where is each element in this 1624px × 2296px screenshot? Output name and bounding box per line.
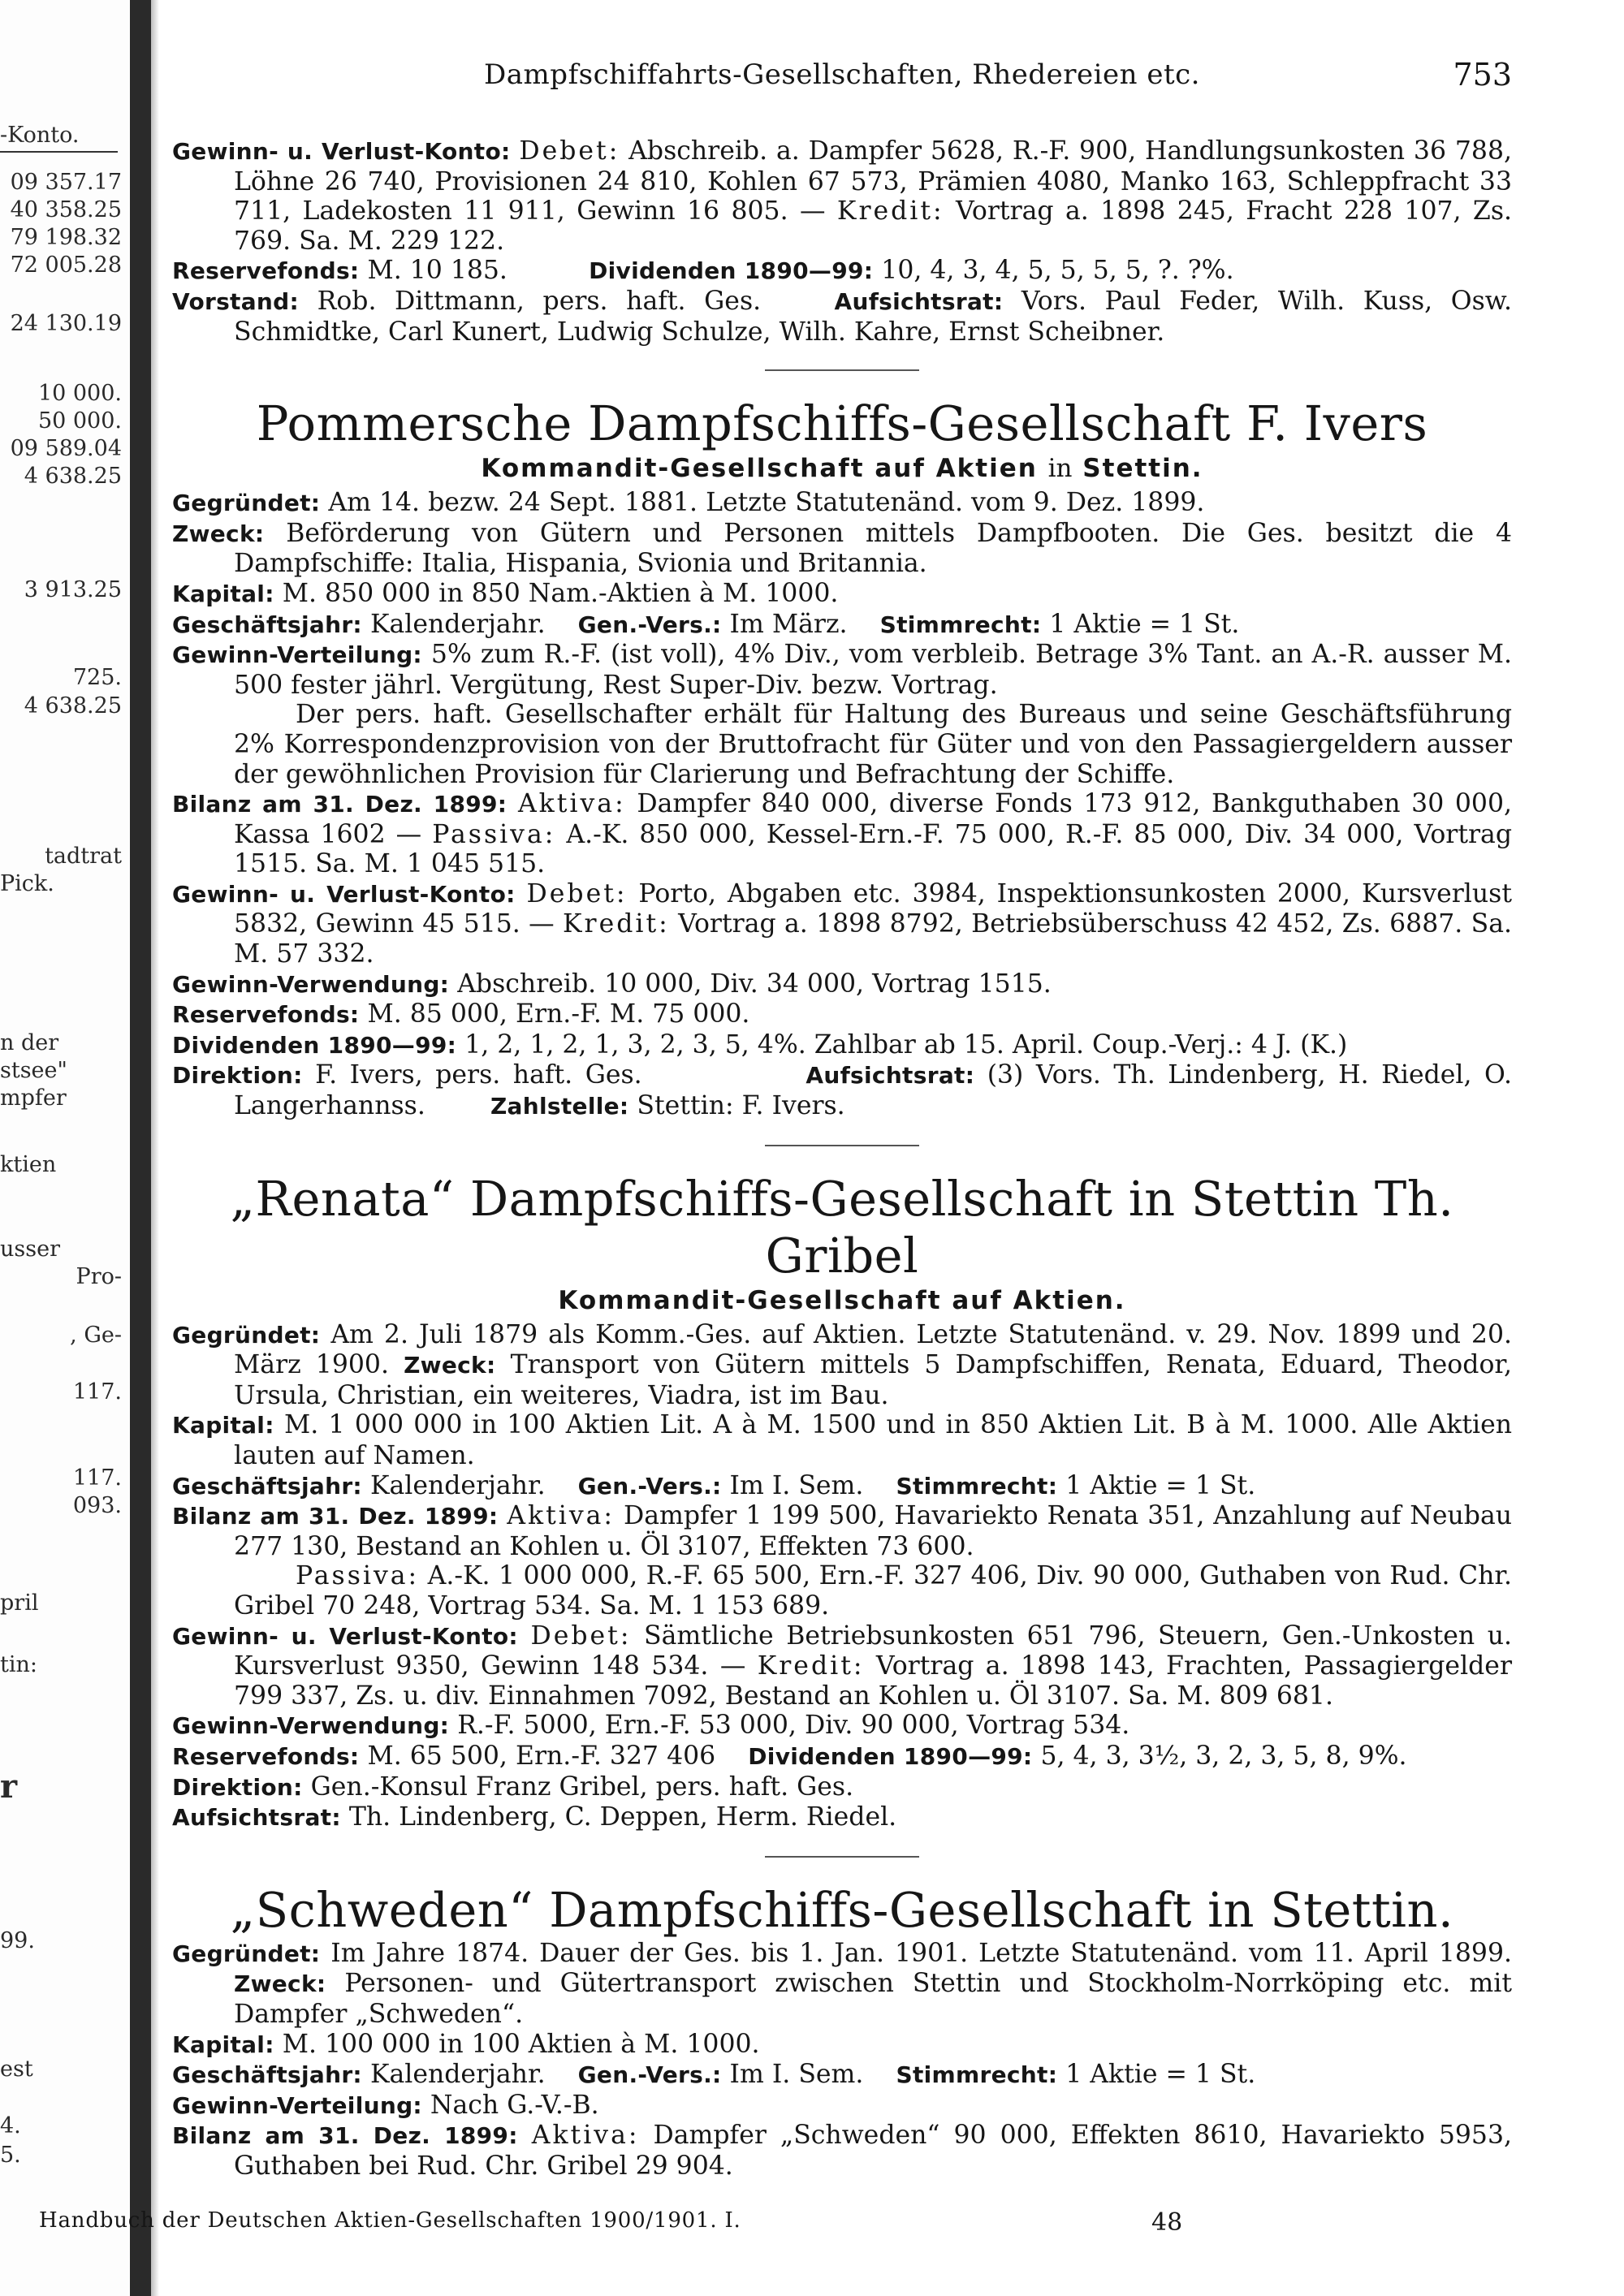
margin-fragment: tadtrat <box>45 844 122 869</box>
page <box>172 0 1512 2296</box>
section-previous-company <box>172 136 1512 347</box>
margin-fragment: r <box>0 1775 18 1799</box>
gewinn-verteilung-entry: Gewinn-Verteilung: Nach G.-V.-B. <box>172 2090 599 2120</box>
direktion-entry: Direktion: Gen.-Konsul Franz Gribel, pers. haft. Ges. <box>172 1772 854 1802</box>
aufsichtsrat-entry: Aufsichtsrat: Th. Lindenberg, C. Deppen, Herm. Riedel. <box>172 1802 897 1832</box>
gegruendet-entry: Gegründet: Am 2. Juli 1879 als Komm.-Ges. auf Aktien. Letzte Statutenänd. v. 29. Nov. 1899 und 20. März 1900. Zweck: Transport von Gütern mittels 5 Dampfschiffen, Renata, Eduard, Theodor, Ursula, Christian, ein weiteres, Viadra, ist im Bau. <box>172 1319 1513 1410</box>
margin-rule <box>0 151 118 153</box>
margin-fragment: 09 589.04 <box>10 437 122 461</box>
section-schweden <box>172 1882 1512 2182</box>
guv-entry: Gewinn- u. Verlust-Konto: Debet: Sämtliche Betriebsunkosten 651 796, Steuern, Gen.-Unkosten u. Kursverlust 9350, Gewinn 148 534. — Kredit: Vortrag a. 1898 143, Frachten, Passagiergelder 799 337, Zs. u. div. Einnahmen 7092, Bestand an Kohlen u. Öl 3107. Sa. M. 809 681. <box>172 1621 1513 1711</box>
company-subtitle: Kommandit-Gesellschaft auf Aktien in Stettin. <box>481 454 1203 484</box>
gutter-shadow <box>151 0 159 2296</box>
margin-fragment: 117. <box>72 1466 122 1491</box>
page-footer <box>39 2208 1306 2241</box>
margin-fragment: 24 130.19 <box>10 312 122 336</box>
kapital-entry: Kapital: M. 100 000 in 100 Aktien à M. 1000. <box>172 2029 760 2059</box>
margin-fragment: -Konto. <box>0 123 80 148</box>
margin-fragment: 093. <box>72 1494 122 1518</box>
margin-fragment: n der <box>0 1031 59 1055</box>
margin-fragment: 09 357.17 <box>10 170 122 195</box>
company-title: „Renata“ Dampfschiffs-Gesellschaft in Stettin Th. Gribel <box>230 1170 1454 1284</box>
margin-fragment: 10 000. <box>37 382 122 406</box>
margin-fragment: 40 358.25 <box>10 198 122 222</box>
gegruendet-entry: Gegründet: Im Jahre 1874. Dauer der Ges. bis 1. Jan. 1901. Letzte Statutenänd. vom 11. April 1899. Zweck: Personen- und Gütertransport zwischen Stettin und Stockholm-Norrköping etc. mit Dampfer „Schweden“. <box>172 1938 1512 2029</box>
margin-fragment: 50 000. <box>37 409 122 434</box>
kapital-entry: Kapital: M. 1 000 000 in 100 Aktien Lit. A à M. 1500 und in 850 Aktien Lit. B à M. 1000. Alle Aktien lauten auf Namen. <box>172 1410 1512 1470</box>
margin-fragment: Pro- <box>76 1265 122 1289</box>
margin-fragment: 4 638.25 <box>24 464 122 489</box>
vorstand-entry: Vorstand: Rob. Dittmann, pers. haft. Ges. Aufsichtsrat: Vors. Paul Feder, Wilh. Kuss, Osw. Schmidtke, Carl Kunert, Ludwig Schulze, Wilh. Kahre, Ernst Scheibner. <box>172 286 1513 347</box>
page-number: 753 <box>1453 57 1512 93</box>
section-renata <box>172 1171 1512 1833</box>
margin-fragment: 117. <box>72 1380 122 1405</box>
margin-fragment: , Ge- <box>70 1323 122 1348</box>
section-divider <box>765 1145 919 1146</box>
book-gutter <box>130 0 151 2296</box>
guv-entry: Gewinn- u. Verlust-Konto: Debet: Porto, Abgaben etc. 3984, Inspektionsunkosten 2000, Kursverlust 5832, Gewinn 45 515. — Kredit: Vortrag a. 1898 8792, Betriebsüberschuss 42 452, Zs. 6887. Sa. M. 57 332. <box>172 878 1513 969</box>
company-title: Pommersche Dampfschiffs-Gesellschaft F. Ivers <box>256 395 1428 452</box>
reserve-entry: Reservefonds: M. 85 000, Ern.-F. M. 75 000. <box>172 999 750 1029</box>
direktion-entry: Direktion: F. Ivers, pers. haft. Ges. Aufsichtsrat: (3) Vors. Th. Lindenberg, H. Riedel, O. Langerhannss. Zahlstelle: Stettin: F. Ivers. <box>172 1060 1513 1121</box>
signature-number: 48 <box>1151 2208 1183 2237</box>
margin-fragment: 99. <box>0 1929 35 1953</box>
page-body <box>172 136 1512 2181</box>
gewinn-verteilung-entry: Gewinn-Verteilung: 5% zum R.-F. (ist voll), 4% Div., vom verbleib. Betrage 3% Tant. an A.-R. ausser M. 500 fester jährl. Vergütung, Rest Super-Div. bezw. Vortrag. <box>172 640 1513 700</box>
margin-fragment: stsee" <box>0 1059 67 1083</box>
reserve-dividend-entry: Reservefonds: M. 10 185. Dividenden 1890—99: 10, 4, 3, 4, 5, 5, 5, 5, ?. ?%. <box>172 256 1234 286</box>
section-divider <box>765 369 919 371</box>
margin-fragment: 5. <box>0 2143 21 2168</box>
footer-text: Handbuch der Deutschen Aktien-Gesellschaften 1900/1901. I. <box>39 2208 741 2233</box>
reserve-dividend-entry: Reservefonds: M. 65 500, Ern.-F. 327 406 Dividenden 1890—99: 5, 4, 3, 3½, 3, 2, 3, 5, 8, 9%. <box>172 1741 1407 1771</box>
margin-fragment: est <box>0 2057 33 2082</box>
section-pommersche <box>172 395 1512 1121</box>
margin-fragment: 72 005.28 <box>10 253 122 278</box>
company-title: „Schweden“ Dampfschiffs-Gesellschaft in Stettin. <box>230 1881 1454 1938</box>
bilanz-entry: Bilanz am 31. Dez. 1899: Aktiva: Dampfer „Schweden“ 90 000, Effekten 8610, Havariekto 5953, Guthaben bei Rud. Chr. Gribel 29 904. <box>172 2121 1513 2181</box>
company-subtitle: Kommandit-Gesellschaft auf Aktien. <box>558 1285 1126 1315</box>
dividend-entry: Dividenden 1890—99: 1, 2, 1, 2, 1, 3, 2, 3, 5, 4%. Zahlbar ab 15. April. Coup.-Verj.: 4 J. (K.) <box>172 1029 1348 1060</box>
bilanz-entry: Bilanz am 31. Dez. 1899: Aktiva: Dampfer 1 199 500, Havariekto Renata 351, Anzahlung auf Neubau 277 130, Bestand an Kohlen u. Öl 3107, Effekten 73 600. <box>172 1501 1513 1561</box>
margin-fragment: tin: <box>0 1653 37 1677</box>
margin-fragment: 4 638.25 <box>24 694 122 719</box>
margin-fragment: 725. <box>72 666 122 690</box>
guv-entry: Gewinn- u. Verlust-Konto: Debet: Abschreib. a. Dampfer 5628, R.-F. 900, Handlungsunkosten 36 788, Löhne 26 740, Provisionen 24 810, Kohlen 67 573, Prämien 4080, Manko 163, Schleppfracht 33 711, Ladekosten 11 911, Gewinn 16 805. — Kredit: Vortrag a. 1898 245, Fracht 228 107, Zs. 769. Sa. M. 229 122. <box>172 136 1512 256</box>
margin-fragment: pril <box>0 1591 39 1616</box>
header-title: Dampfschiffahrts-Gesellschaften, Rhedereien etc. <box>484 58 1200 91</box>
margin-fragment: usser <box>0 1237 60 1262</box>
geschaeftsjahr-entry: Geschäftsjahr: Kalenderjahr. Gen.-Vers.: Im I. Sem. Stimmrecht: 1 Aktie = 1 St. <box>172 2060 1256 2090</box>
margin-fragment: ktien <box>0 1153 57 1177</box>
running-header <box>172 58 1512 99</box>
section-divider <box>765 1856 919 1858</box>
margin-fragment: Pick. <box>0 872 54 896</box>
margin-fragment: 79 198.32 <box>10 226 122 250</box>
gegruendet-entry: Gegründet: Am 14. bezw. 24 Sept. 1881. Letzte Statutenänd. vom 9. Dez. 1899. <box>172 488 1205 518</box>
gewinn-verwendung-entry: Gewinn-Verwendung: Abschreib. 10 000, Div. 34 000, Vortrag 1515. <box>172 969 1052 999</box>
gewinn-verteilung-note: Der pers. haft. Gesellschafter erhält für Haltung des Bureaus und seine Geschäftsführung 2% Korrespondenzprovision von der Bruttofracht für Güter und von den Passagiergeldern ausser der gewöhnlichen Provision für Clarierung und Befrachtung der Schiffe. <box>234 700 1512 789</box>
passiva-entry: Passiva: A.-K. 1 000 000, R.-F. 65 500, Ern.-F. 327 406, Div. 90 000, Guthaben von Rud. Chr. Gribel 70 248, Vortrag 534. Sa. M. 1 153 689. <box>234 1561 1512 1621</box>
bilanz-entry: Bilanz am 31. Dez. 1899: Aktiva: Dampfer 840 000, diverse Fonds 173 912, Bankguthaben 30 000, Kassa 1602 — Passiva: A.-K. 850 000, Kessel-Ern.-F. 75 000, R.-F. 85 000, Div. 34 000, Vortrag 1515. Sa. M. 1 045 515. <box>172 789 1513 879</box>
geschaeftsjahr-entry: Geschäftsjahr: Kalenderjahr. Gen.-Vers.: Im I. Sem. Stimmrecht: 1 Aktie = 1 St. <box>172 1470 1256 1500</box>
margin-fragment: 3 913.25 <box>24 578 122 602</box>
margin-fragment: mpfer <box>0 1086 67 1111</box>
previous-page-margin <box>0 0 130 2296</box>
geschaeftsjahr-entry: Geschäftsjahr: Kalenderjahr. Gen.-Vers.: Im März. Stimmrecht: 1 Aktie = 1 St. <box>172 609 1240 639</box>
kapital-entry: Kapital: M. 850 000 in 850 Nam.-Aktien à M. 1000. <box>172 578 839 608</box>
margin-fragment: 4. <box>0 2114 21 2138</box>
zweck-entry: Zweck: Beförderung von Gütern und Personen mittels Dampfbooten. Die Ges. besitzt die 4 Dampfschiffe: Italia, Hispania, Svionia und Britannia. <box>172 518 1513 579</box>
gewinn-verwendung-entry: Gewinn-Verwendung: R.-F. 5000, Ern.-F. 53 000, Div. 90 000, Vortrag 534. <box>172 1711 1130 1741</box>
